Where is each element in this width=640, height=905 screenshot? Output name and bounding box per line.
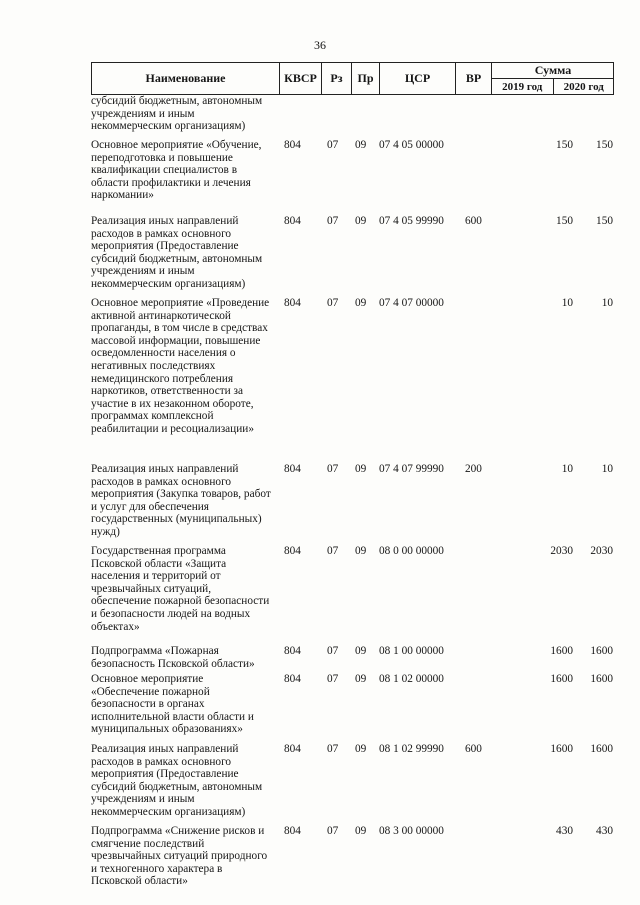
row-csr: 07 4 05 99990 bbox=[379, 215, 444, 227]
row-sum-2019: 150 bbox=[556, 215, 573, 227]
table-row bbox=[91, 673, 614, 743]
row-pr: 09 bbox=[355, 645, 367, 657]
row-kvsr: 804 bbox=[284, 545, 301, 557]
row-sum-2019: 10 bbox=[561, 297, 573, 309]
row-sum-2019: 1600 bbox=[550, 673, 573, 685]
row-pr: 09 bbox=[355, 825, 367, 837]
row-name: Государственная программа Псковской области «Защита населения и территорий от чрезвычайных ситуаций, обеспечение пожарной безопасности и безопасности людей на водных объектах» bbox=[91, 545, 270, 633]
row-vr: 600 bbox=[465, 215, 482, 227]
header-year-2019: 2019 год bbox=[492, 79, 554, 95]
row-rz: 07 bbox=[327, 645, 339, 657]
row-pr: 09 bbox=[355, 139, 367, 151]
table-row bbox=[91, 139, 614, 215]
row-pr: 09 bbox=[355, 463, 367, 475]
row-sum-2019: 2030 bbox=[550, 545, 573, 557]
row-rz: 07 bbox=[327, 297, 339, 309]
row-rz: 07 bbox=[327, 215, 339, 227]
header-pr: Пр bbox=[352, 63, 380, 94]
table-row bbox=[91, 215, 614, 297]
row-name: Реализация иных направлений расходов в рамках основного мероприятия (Закупка товаров, работ и услуг для обеспечения государственных (муниципальных) нужд) bbox=[91, 463, 271, 538]
row-sum-2020: 1600 bbox=[590, 673, 613, 685]
row-sum-2020: 430 bbox=[596, 825, 613, 837]
row-sum-2020: 1600 bbox=[590, 645, 613, 657]
row-sum-2020: 10 bbox=[601, 463, 613, 475]
row-name: Реализация иных направлений расходов в рамках основного мероприятия (Предоставление субсидий бюджетным, автономным учреждениям и иным некоммерческим организациям) bbox=[91, 215, 263, 290]
row-pr: 09 bbox=[355, 297, 367, 309]
row-pr: 09 bbox=[355, 673, 367, 685]
page-number: 36 bbox=[314, 38, 326, 52]
row-sum-2019: 1600 bbox=[550, 743, 573, 755]
row-sum-2020: 1600 bbox=[590, 743, 613, 755]
table-row bbox=[91, 825, 614, 897]
row-sum-2020: 150 bbox=[596, 139, 613, 151]
row-kvsr: 804 bbox=[284, 215, 301, 227]
row-sum-2019: 430 bbox=[556, 825, 573, 837]
row-kvsr: 804 bbox=[284, 743, 301, 755]
header-kvsr: КВСР bbox=[280, 63, 322, 94]
header-sum-title: Сумма bbox=[492, 63, 614, 79]
row-sum-2020: 2030 bbox=[590, 545, 613, 557]
row-sum-2019: 1600 bbox=[550, 645, 573, 657]
row-name: субсидий бюджетным, автономным учреждениям и иным некоммерческим организациям) bbox=[91, 95, 263, 133]
table-row bbox=[91, 645, 614, 673]
row-vr: 600 bbox=[465, 743, 482, 755]
header-name: Наименование bbox=[92, 63, 280, 94]
row-csr: 08 3 00 00000 bbox=[379, 825, 444, 837]
row-name: Реализация иных направлений расходов в рамках основного мероприятия (Предоставление субсидий бюджетным, автономным учреждениям и иным некоммерческим организациям) bbox=[91, 743, 263, 818]
row-pr: 09 bbox=[355, 215, 367, 227]
header-sum bbox=[492, 63, 614, 94]
row-rz: 07 bbox=[327, 743, 339, 755]
header-vr: ВР bbox=[456, 63, 492, 94]
row-name: Подпрограмма «Пожарная безопасность Псковской области» bbox=[91, 645, 255, 670]
row-sum-2020: 10 bbox=[601, 297, 613, 309]
row-name: Основное мероприятие «Обеспечение пожарной безопасности в органах исполнительной власти области и муниципальных образованиях» bbox=[91, 673, 254, 736]
row-name: Основное мероприятие «Обучение, переподготовка и повышение квалификации специалистов в области профилактики и лечения наркомании» bbox=[91, 139, 262, 202]
row-csr: 08 0 00 00000 bbox=[379, 545, 444, 557]
row-csr: 07 4 07 99990 bbox=[379, 463, 444, 475]
row-pr: 09 bbox=[355, 743, 367, 755]
row-pr: 09 bbox=[355, 545, 367, 557]
row-sum-2019: 150 bbox=[556, 139, 573, 151]
table-row bbox=[91, 545, 614, 645]
row-csr: 08 1 02 99990 bbox=[379, 743, 444, 755]
row-kvsr: 804 bbox=[284, 297, 301, 309]
row-rz: 07 bbox=[327, 463, 339, 475]
table-row bbox=[91, 95, 614, 139]
table-row bbox=[91, 463, 614, 545]
table-row bbox=[91, 297, 614, 463]
row-sum-2020: 150 bbox=[596, 215, 613, 227]
header-rz: Рз bbox=[322, 63, 352, 94]
row-kvsr: 804 bbox=[284, 463, 301, 475]
budget-table bbox=[91, 62, 614, 897]
row-kvsr: 804 bbox=[284, 645, 301, 657]
row-kvsr: 804 bbox=[284, 673, 301, 685]
row-kvsr: 804 bbox=[284, 139, 301, 151]
header-csr: ЦСР bbox=[380, 63, 456, 94]
row-sum-2019: 10 bbox=[561, 463, 573, 475]
row-csr: 07 4 05 00000 bbox=[379, 139, 444, 151]
row-name: Подпрограмма «Снижение рисков и смягчение последствий чрезвычайных ситуаций природного и техногенного характера в Псковской области» bbox=[91, 825, 268, 888]
row-rz: 07 bbox=[327, 673, 339, 685]
row-csr: 08 1 00 00000 bbox=[379, 645, 444, 657]
row-kvsr: 804 bbox=[284, 825, 301, 837]
row-csr: 08 1 02 00000 bbox=[379, 673, 444, 685]
row-rz: 07 bbox=[327, 545, 339, 557]
row-csr: 07 4 07 00000 bbox=[379, 297, 444, 309]
header-year-2020: 2020 год bbox=[563, 81, 604, 93]
row-rz: 07 bbox=[327, 825, 339, 837]
row-name: Основное мероприятие «Проведение активной антинаркотической пропаганды, в том числе в средствах массовой информации, повышение осведомленности населения о негативных последствиях немедицинского потребления наркотиков, ответственности за участие в их незаконном обороте, программах комплексной реабилитации и ресоциализации» bbox=[91, 297, 270, 435]
table-header bbox=[91, 62, 614, 95]
table-row bbox=[91, 743, 614, 825]
row-vr: 200 bbox=[465, 463, 482, 475]
row-rz: 07 bbox=[327, 139, 339, 151]
